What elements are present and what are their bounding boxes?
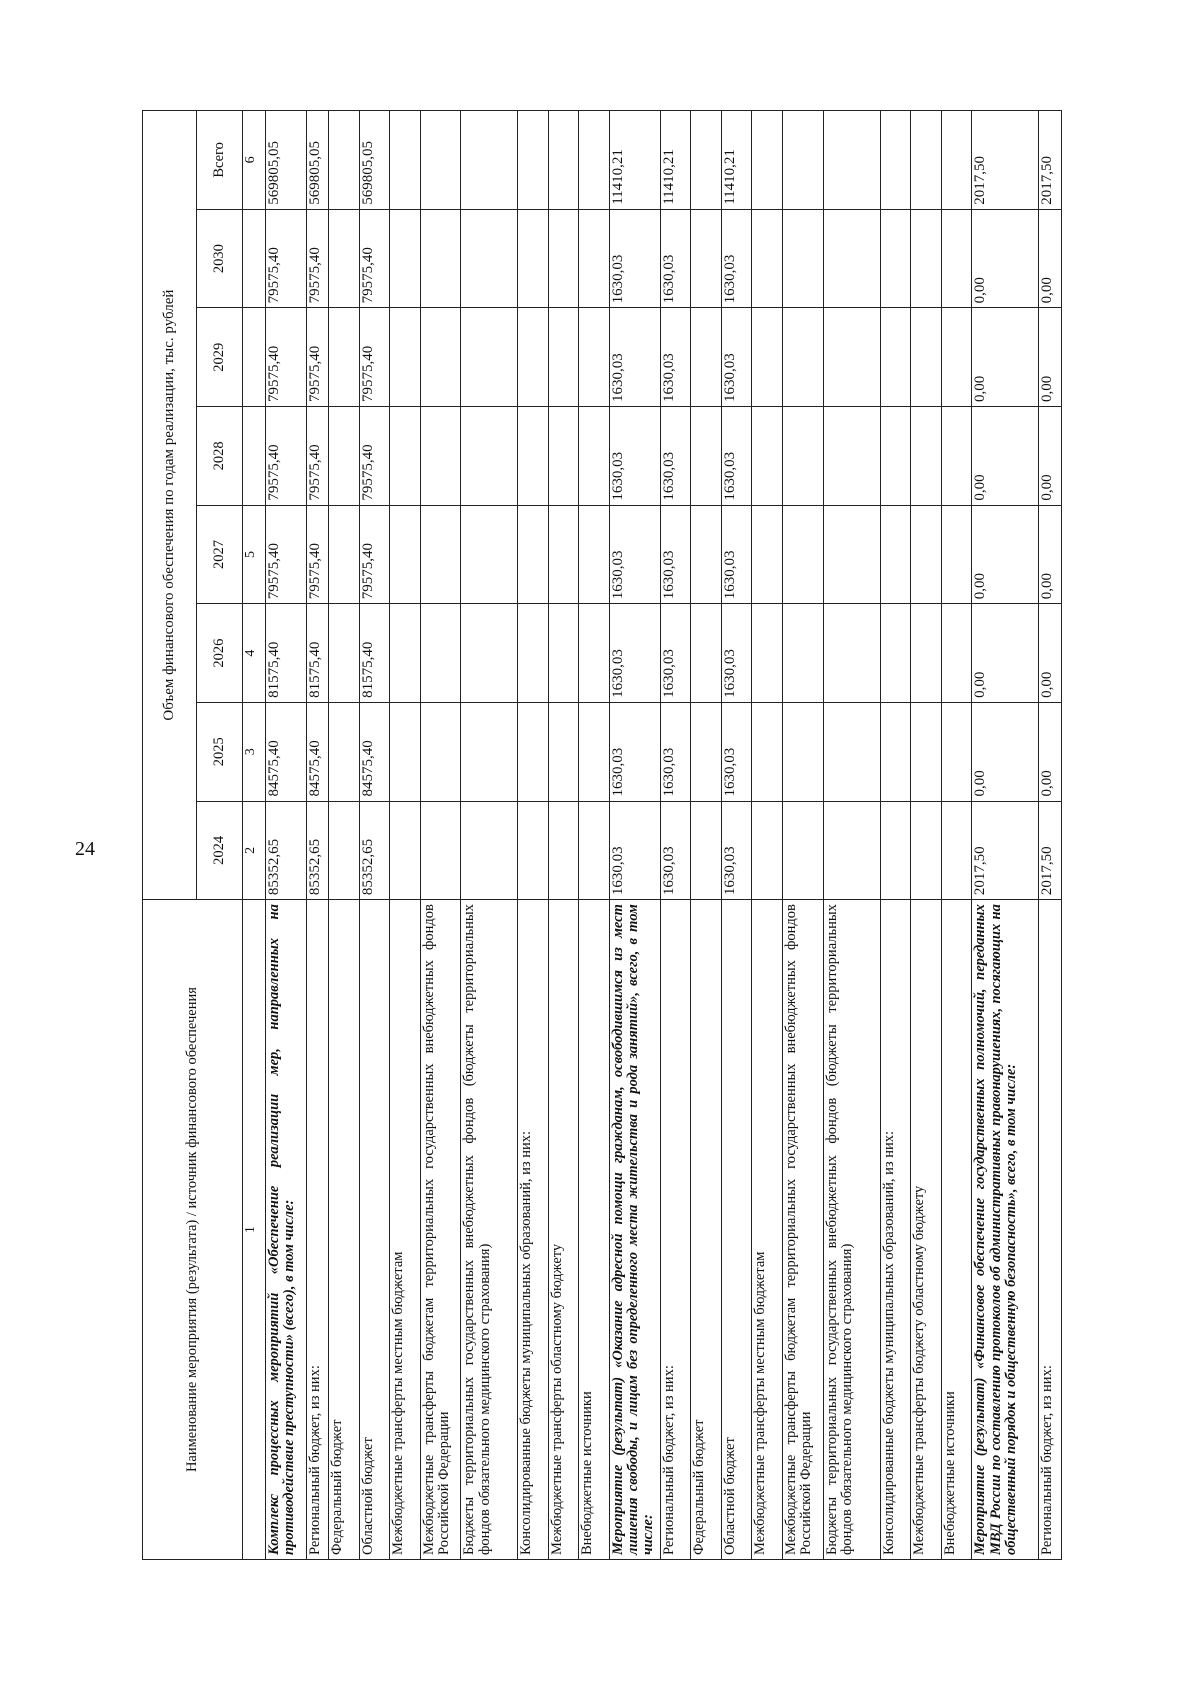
row-value	[823, 505, 880, 604]
row-value	[823, 702, 880, 801]
row-value: 1630,03	[660, 702, 691, 801]
table-row	[823, 111, 880, 1560]
header-volume: Объем финансового обеспечения по годам реализации, тыс. рублей	[143, 111, 197, 900]
row-value	[752, 111, 783, 210]
table-row	[579, 111, 610, 1560]
row-value: 0,00	[972, 702, 1039, 801]
table-row	[691, 111, 722, 1560]
row-value: 0,00	[1039, 308, 1062, 407]
header-index-cell: 2	[243, 801, 266, 900]
row-value: 1630,03	[660, 801, 691, 900]
header-year: 2029	[197, 308, 243, 407]
row-value	[518, 308, 549, 407]
row-value	[579, 308, 610, 407]
row-value	[823, 604, 880, 703]
row-name: Внебюджетные источники	[941, 900, 972, 1560]
row-name: Бюджеты территориальных государственных внебюджетных фондов (бюджеты территориальных фондов обязательного медицинского страхования)	[461, 900, 518, 1560]
table-row	[329, 111, 360, 1560]
row-value	[518, 407, 549, 506]
row-value: 0,00	[972, 604, 1039, 703]
table-row	[752, 111, 783, 1560]
row-value	[548, 209, 579, 308]
row-value: 11410,21	[609, 111, 660, 210]
row-value	[880, 308, 911, 407]
row-value: 1630,03	[660, 407, 691, 506]
row-value: 1630,03	[660, 505, 691, 604]
header-index-cell: 3	[243, 702, 266, 801]
row-value	[579, 702, 610, 801]
row-value: 11410,21	[660, 111, 691, 210]
row-value	[518, 111, 549, 210]
row-name: Региональный бюджет, из них:	[306, 900, 328, 1560]
row-value	[691, 407, 722, 506]
row-value	[911, 209, 942, 308]
row-value	[823, 209, 880, 308]
header-year: 2026	[197, 604, 243, 703]
table-row	[880, 111, 911, 1560]
row-value	[390, 604, 421, 703]
row-value	[691, 604, 722, 703]
row-value: 79575,40	[266, 308, 307, 407]
row-value: 1630,03	[609, 407, 660, 506]
header-index-cell: 1	[243, 900, 266, 1560]
header-year: 2030	[197, 209, 243, 308]
row-value: 569805,05	[359, 111, 390, 210]
row-value: 2017,50	[1039, 801, 1062, 900]
row-value: 79575,40	[266, 209, 307, 308]
row-value: 1630,03	[660, 308, 691, 407]
row-value: 1630,03	[721, 308, 752, 407]
row-value: 1630,03	[609, 604, 660, 703]
row-value	[329, 604, 360, 703]
row-value	[941, 604, 972, 703]
row-value	[783, 505, 824, 604]
row-value	[329, 308, 360, 407]
row-value	[880, 702, 911, 801]
row-value	[579, 604, 610, 703]
row-value: 1630,03	[609, 209, 660, 308]
header-year: Всего	[197, 111, 243, 210]
row-value	[390, 801, 421, 900]
row-value	[911, 407, 942, 506]
row-name: Мероприятие (результат) «Финансовое обеспечение государственных полномочий, переданных МВД России по составлению протоколов об административных правонарушениях, посягающих на общественный порядок и общественную безопасность», всего, в том числе:	[972, 900, 1039, 1560]
table-row	[972, 111, 1039, 1560]
page-number: 24	[75, 838, 95, 860]
row-value: 11410,21	[721, 111, 752, 210]
row-value	[390, 702, 421, 801]
row-value	[518, 209, 549, 308]
row-value: 81575,40	[306, 604, 328, 703]
row-value: 1630,03	[609, 308, 660, 407]
header-index-cell: 6	[243, 111, 266, 210]
header-index-cell	[243, 209, 266, 308]
row-value	[783, 111, 824, 210]
row-value: 84575,40	[359, 702, 390, 801]
row-value: 1630,03	[721, 505, 752, 604]
row-value	[390, 308, 421, 407]
table-row	[359, 111, 390, 1560]
row-value	[579, 111, 610, 210]
row-value: 1630,03	[721, 407, 752, 506]
row-value	[329, 505, 360, 604]
row-value: 1630,03	[609, 702, 660, 801]
row-name: Межбюджетные трансферты бюджетам территориальных государственных внебюджетных фондов Российской Федерации	[420, 900, 461, 1560]
row-value	[880, 111, 911, 210]
row-name: Межбюджетные трансферты местным бюджетам	[390, 900, 421, 1560]
row-value	[420, 308, 461, 407]
row-name: Бюджеты территориальных государственных внебюджетных фондов (бюджеты территориальных фондов обязательного медицинского страхования)	[823, 900, 880, 1560]
row-value	[691, 111, 722, 210]
row-value	[783, 604, 824, 703]
row-value: 79575,40	[359, 209, 390, 308]
row-value: 569805,05	[266, 111, 307, 210]
table-row	[548, 111, 579, 1560]
row-value	[518, 505, 549, 604]
row-value	[390, 209, 421, 308]
row-value	[420, 801, 461, 900]
row-value	[752, 702, 783, 801]
row-value	[420, 111, 461, 210]
row-name: Областной бюджет	[359, 900, 390, 1560]
row-value	[548, 702, 579, 801]
table-row	[518, 111, 549, 1560]
header-name-column: Наименование мероприятия (результата) / источник финансового обеспечения	[143, 900, 243, 1560]
row-value	[420, 505, 461, 604]
table-row	[420, 111, 461, 1560]
header-index-cell: 4	[243, 604, 266, 703]
row-value: 79575,40	[266, 505, 307, 604]
row-value: 0,00	[1039, 407, 1062, 506]
row-name: Консолидированные бюджеты муниципальных образований, из них:	[518, 900, 549, 1560]
row-value: 1630,03	[609, 801, 660, 900]
table-row	[941, 111, 972, 1560]
row-value	[420, 209, 461, 308]
row-value	[911, 505, 942, 604]
row-value	[548, 111, 579, 210]
row-value	[461, 801, 518, 900]
row-value	[941, 702, 972, 801]
row-value	[461, 209, 518, 308]
row-value	[941, 308, 972, 407]
row-value: 84575,40	[266, 702, 307, 801]
row-value	[461, 111, 518, 210]
row-value: 2017,50	[972, 111, 1039, 210]
row-value: 79575,40	[359, 308, 390, 407]
row-value: 1630,03	[721, 604, 752, 703]
row-value: 0,00	[1039, 604, 1062, 703]
row-name: Внебюджетные источники	[579, 900, 610, 1560]
row-value: 81575,40	[266, 604, 307, 703]
row-value	[941, 505, 972, 604]
table-row	[783, 111, 824, 1560]
row-value: 0,00	[972, 209, 1039, 308]
row-name: Региональный бюджет, из них:	[660, 900, 691, 1560]
row-name: Комплекс процессных мероприятий «Обеспечение реализации мер, направленных на противодействие преступности» (всего), в том числе:	[266, 900, 307, 1560]
row-value	[579, 801, 610, 900]
row-value	[548, 801, 579, 900]
row-name: Областной бюджет	[721, 900, 752, 1560]
row-value: 2017,50	[1039, 111, 1062, 210]
row-value	[420, 407, 461, 506]
row-name: Межбюджетные трансферты местным бюджетам	[752, 900, 783, 1560]
header-index-cell	[243, 308, 266, 407]
row-value	[461, 604, 518, 703]
row-value	[880, 505, 911, 604]
row-value: 0,00	[972, 505, 1039, 604]
table-row	[461, 111, 518, 1560]
row-value	[941, 111, 972, 210]
row-value	[329, 702, 360, 801]
row-name: Мероприятие (результат) «Оказание адресной помощи гражданам, освободившимся из мест лишения свободы, и лицам без определенного места жительства и рода занятий», всего, в том числе:	[609, 900, 660, 1560]
row-value	[579, 505, 610, 604]
row-value	[461, 505, 518, 604]
table-row	[609, 111, 660, 1560]
row-name: Федеральный бюджет	[691, 900, 722, 1560]
row-value	[461, 308, 518, 407]
header-year: 2025	[197, 702, 243, 801]
row-value	[783, 702, 824, 801]
row-value: 85352,65	[266, 801, 307, 900]
row-value	[579, 209, 610, 308]
table-row	[306, 111, 328, 1560]
row-value: 0,00	[1039, 505, 1062, 604]
table-row	[1039, 111, 1062, 1560]
row-value	[518, 702, 549, 801]
row-value	[691, 209, 722, 308]
row-value	[691, 308, 722, 407]
table-row	[660, 111, 691, 1560]
row-value: 79575,40	[266, 407, 307, 506]
row-value: 1630,03	[660, 209, 691, 308]
row-value	[752, 604, 783, 703]
row-value	[823, 111, 880, 210]
row-value	[752, 209, 783, 308]
row-value: 0,00	[972, 407, 1039, 506]
header-year: 2027	[197, 505, 243, 604]
row-value: 84575,40	[306, 702, 328, 801]
row-value	[390, 407, 421, 506]
row-value	[329, 111, 360, 210]
row-value: 79575,40	[306, 209, 328, 308]
row-value: 2017,50	[972, 801, 1039, 900]
row-value	[420, 702, 461, 801]
row-value	[783, 209, 824, 308]
row-value	[518, 604, 549, 703]
row-name: Межбюджетные трансферты областному бюджету	[548, 900, 579, 1560]
row-value	[941, 407, 972, 506]
row-value	[518, 801, 549, 900]
row-value	[548, 505, 579, 604]
financing-table	[142, 110, 1062, 1560]
row-value	[691, 505, 722, 604]
row-value: 1630,03	[721, 209, 752, 308]
row-value	[461, 702, 518, 801]
row-value	[329, 801, 360, 900]
header-index-cell	[243, 407, 266, 506]
row-value	[880, 407, 911, 506]
row-value: 569805,05	[306, 111, 328, 210]
row-value	[329, 407, 360, 506]
row-value	[911, 308, 942, 407]
row-value	[911, 801, 942, 900]
row-value	[461, 407, 518, 506]
row-value	[579, 407, 610, 506]
row-value	[752, 308, 783, 407]
row-value	[390, 111, 421, 210]
rotated-table-wrapper	[142, 110, 1062, 1560]
row-value	[783, 407, 824, 506]
header-index-cell: 5	[243, 505, 266, 604]
row-value	[548, 308, 579, 407]
table-row	[266, 111, 307, 1560]
row-name: Федеральный бюджет	[329, 900, 360, 1560]
row-value	[880, 209, 911, 308]
row-value	[880, 801, 911, 900]
row-value	[691, 801, 722, 900]
row-value	[691, 702, 722, 801]
row-value: 79575,40	[306, 308, 328, 407]
row-name: Консолидированные бюджеты муниципальных образований, из них:	[880, 900, 911, 1560]
row-value	[548, 407, 579, 506]
header-year: 2024	[197, 801, 243, 900]
row-value	[420, 604, 461, 703]
row-value: 79575,40	[306, 407, 328, 506]
row-name: Межбюджетные трансферты бюджету областному бюджету	[911, 900, 942, 1560]
row-value	[941, 209, 972, 308]
row-value: 79575,40	[359, 407, 390, 506]
row-value	[783, 801, 824, 900]
table-row	[911, 111, 942, 1560]
row-value: 85352,65	[359, 801, 390, 900]
header-year: 2028	[197, 407, 243, 506]
row-value	[911, 604, 942, 703]
row-value	[823, 407, 880, 506]
row-value	[823, 308, 880, 407]
row-value	[329, 209, 360, 308]
row-value: 0,00	[1039, 209, 1062, 308]
row-value	[783, 308, 824, 407]
row-value	[823, 801, 880, 900]
row-value	[941, 801, 972, 900]
row-value: 1630,03	[609, 505, 660, 604]
row-value	[911, 702, 942, 801]
row-value	[752, 801, 783, 900]
table-row	[721, 111, 752, 1560]
row-value	[390, 505, 421, 604]
row-name: Региональный бюджет, из них:	[1039, 900, 1062, 1560]
row-value: 81575,40	[359, 604, 390, 703]
row-value: 79575,40	[306, 505, 328, 604]
row-value	[548, 604, 579, 703]
row-value	[911, 111, 942, 210]
row-value: 0,00	[1039, 702, 1062, 801]
row-value	[880, 604, 911, 703]
row-value: 1630,03	[721, 702, 752, 801]
row-value: 1630,03	[721, 801, 752, 900]
table-row	[390, 111, 421, 1560]
row-value: 79575,40	[359, 505, 390, 604]
row-value: 0,00	[972, 308, 1039, 407]
row-value: 1630,03	[660, 604, 691, 703]
row-value	[752, 407, 783, 506]
row-name: Межбюджетные трансферты бюджетам территориальных государственных внебюджетных фондов Российской Федерации	[783, 900, 824, 1560]
row-value	[752, 505, 783, 604]
row-value: 85352,65	[306, 801, 328, 900]
